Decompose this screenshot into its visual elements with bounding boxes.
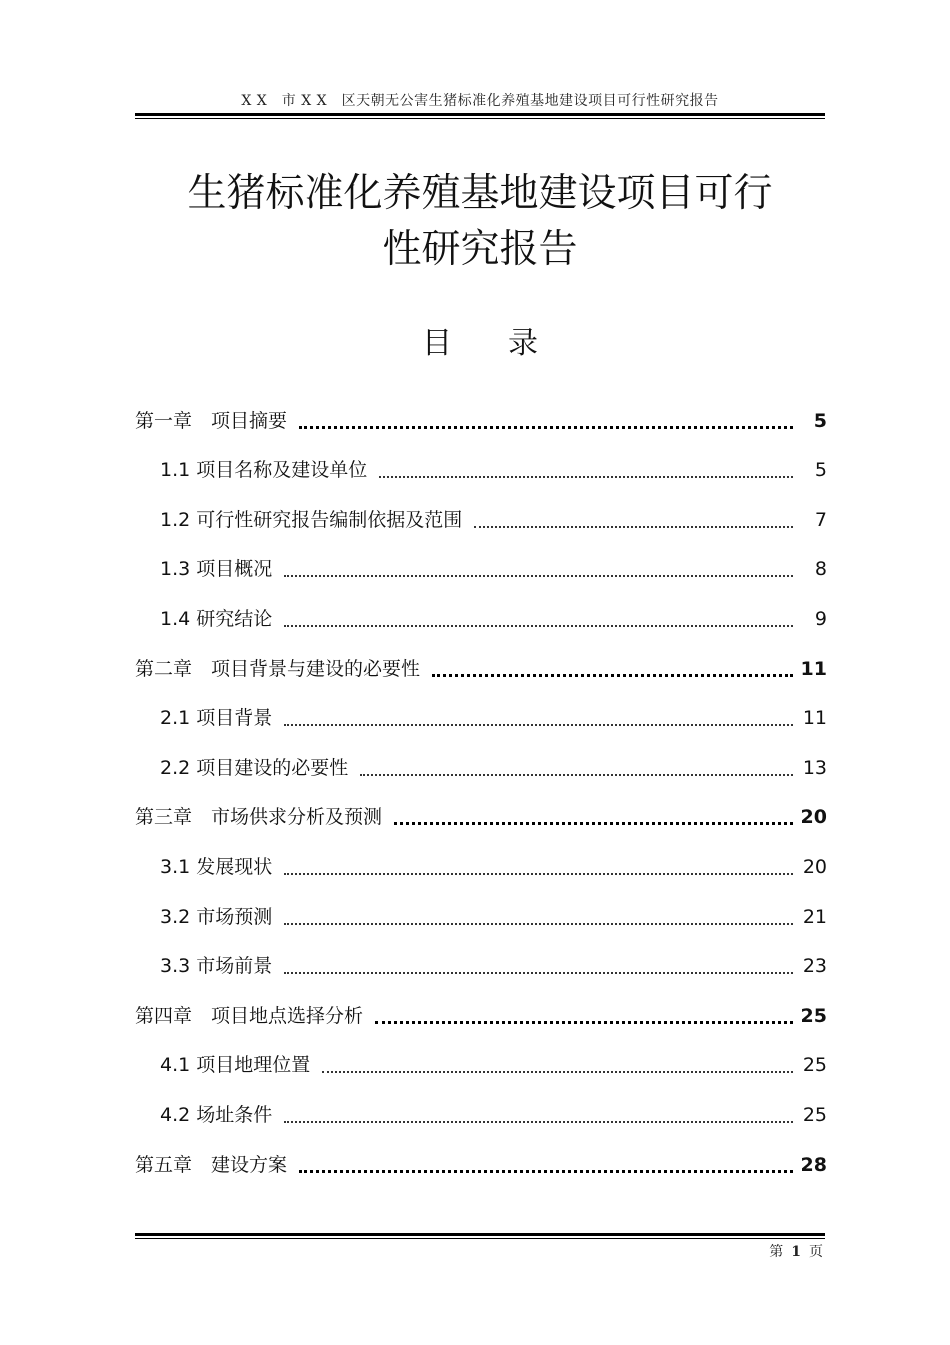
table-of-contents — [135, 385, 835, 1179]
toc-entry-label: 1.1 项目名称及建设单位 — [160, 459, 368, 482]
toc-entry-1-2[interactable] — [135, 484, 835, 534]
toc-entry-3-2[interactable] — [135, 881, 835, 931]
toc-entry-page: 11 — [802, 707, 827, 730]
toc-leader — [375, 1021, 793, 1024]
toc-entry-page: 20 — [800, 806, 827, 829]
toc-leader — [284, 873, 793, 875]
toc-entry-label: 2.2 项目建设的必要性 — [160, 756, 349, 779]
toc-entry-page: 25 — [802, 1054, 827, 1077]
footer-prefix: 第 — [769, 1244, 784, 1260]
toc-entry-chapter-4[interactable] — [135, 980, 835, 1030]
footer-page-number: 1 — [791, 1244, 801, 1260]
toc-entry-label: 3.3 市场前景 — [160, 955, 273, 978]
toc-entry-page: 11 — [800, 657, 827, 680]
toc-entry-page: 7 — [814, 508, 827, 531]
toc-entry-3-3[interactable] — [135, 931, 835, 981]
toc-entry-page: 25 — [800, 1004, 827, 1027]
toc-entry-label: 第三章 市场供求分析及预测 — [135, 806, 383, 829]
toc-entry-page: 8 — [814, 558, 827, 581]
toc-entry-4-2[interactable] — [135, 1079, 835, 1129]
toc-leader — [474, 526, 793, 528]
toc-entry-chapter-2[interactable] — [135, 633, 835, 683]
toc-entry-page: 28 — [800, 1153, 827, 1176]
toc-entry-label: 第五章 建设方案 — [135, 1153, 288, 1176]
toc-entry-2-2[interactable] — [135, 732, 835, 782]
title-line-1: 生猪标准化养殖基地建设项目可行 — [187, 171, 773, 217]
toc-leader — [299, 426, 793, 429]
toc-entry-label: 3.2 市场预测 — [160, 905, 273, 928]
toc-entry-page: 21 — [802, 905, 827, 928]
toc-entry-1-1[interactable] — [135, 435, 835, 485]
toc-entry-label: 4.1 项目地理位置 — [160, 1054, 311, 1077]
toc-entry-chapter-1[interactable] — [135, 385, 835, 435]
toc-leader — [360, 774, 793, 776]
toc-leader — [394, 822, 793, 825]
toc-entry-1-4[interactable] — [135, 583, 835, 633]
toc-leader — [284, 724, 793, 726]
toc-entry-page: 20 — [802, 855, 827, 878]
document-title — [135, 166, 825, 278]
toc-leader — [284, 625, 793, 627]
toc-entry-3-1[interactable] — [135, 831, 835, 881]
toc-entry-page: 23 — [802, 955, 827, 978]
toc-entry-page: 13 — [802, 756, 827, 779]
header-rule — [135, 113, 825, 116]
toc-leader — [432, 674, 793, 677]
toc-entry-label: 1.4 研究结论 — [160, 607, 273, 630]
toc-entry-label: 第四章 项目地点选择分析 — [135, 1004, 364, 1027]
toc-entry-label: 4.2 场址条件 — [160, 1103, 273, 1126]
toc-entry-page: 5 — [814, 459, 827, 482]
toc-leader — [322, 1071, 793, 1073]
toc-entry-label: 第一章 项目摘要 — [135, 409, 288, 432]
toc-leader — [284, 575, 793, 577]
toc-entry-1-3[interactable] — [135, 534, 835, 584]
footer-suffix: 页 — [809, 1244, 823, 1260]
toc-entry-2-1[interactable] — [135, 683, 835, 733]
toc-leader — [284, 1121, 793, 1123]
toc-entry-label: 3.1 发展现状 — [160, 855, 273, 878]
toc-entry-label: 2.1 项目背景 — [160, 707, 273, 730]
page-number-footer — [769, 1241, 823, 1261]
toc-leader — [284, 972, 793, 974]
toc-heading-char-1: 目 — [422, 326, 452, 361]
header-rule-thin — [135, 118, 825, 119]
toc-entry-page: 9 — [814, 607, 827, 630]
toc-leader — [284, 923, 793, 925]
toc-heading — [135, 318, 825, 362]
toc-entry-label: 1.2 可行性研究报告编制依据及范围 — [160, 508, 463, 531]
toc-entry-chapter-3[interactable] — [135, 782, 835, 832]
toc-entry-chapter-5[interactable] — [135, 1129, 835, 1179]
toc-leader — [379, 476, 793, 478]
toc-entry-4-1[interactable] — [135, 1030, 835, 1080]
footer-rule — [135, 1233, 825, 1236]
toc-entry-label: 第二章 项目背景与建设的必要性 — [135, 657, 421, 680]
toc-entry-page: 25 — [802, 1103, 827, 1126]
toc-leader — [299, 1170, 793, 1173]
toc-heading-char-2: 录 — [508, 326, 538, 361]
running-header: X X 市 X X 区天朝无公害生猪标准化养殖基地建设项目可行性研究报告 — [241, 93, 719, 109]
toc-entry-page: 5 — [813, 409, 827, 432]
title-line-2: 性研究报告 — [382, 227, 578, 273]
toc-entry-label: 1.3 项目概况 — [160, 558, 273, 581]
footer-rule-thin — [135, 1238, 825, 1239]
